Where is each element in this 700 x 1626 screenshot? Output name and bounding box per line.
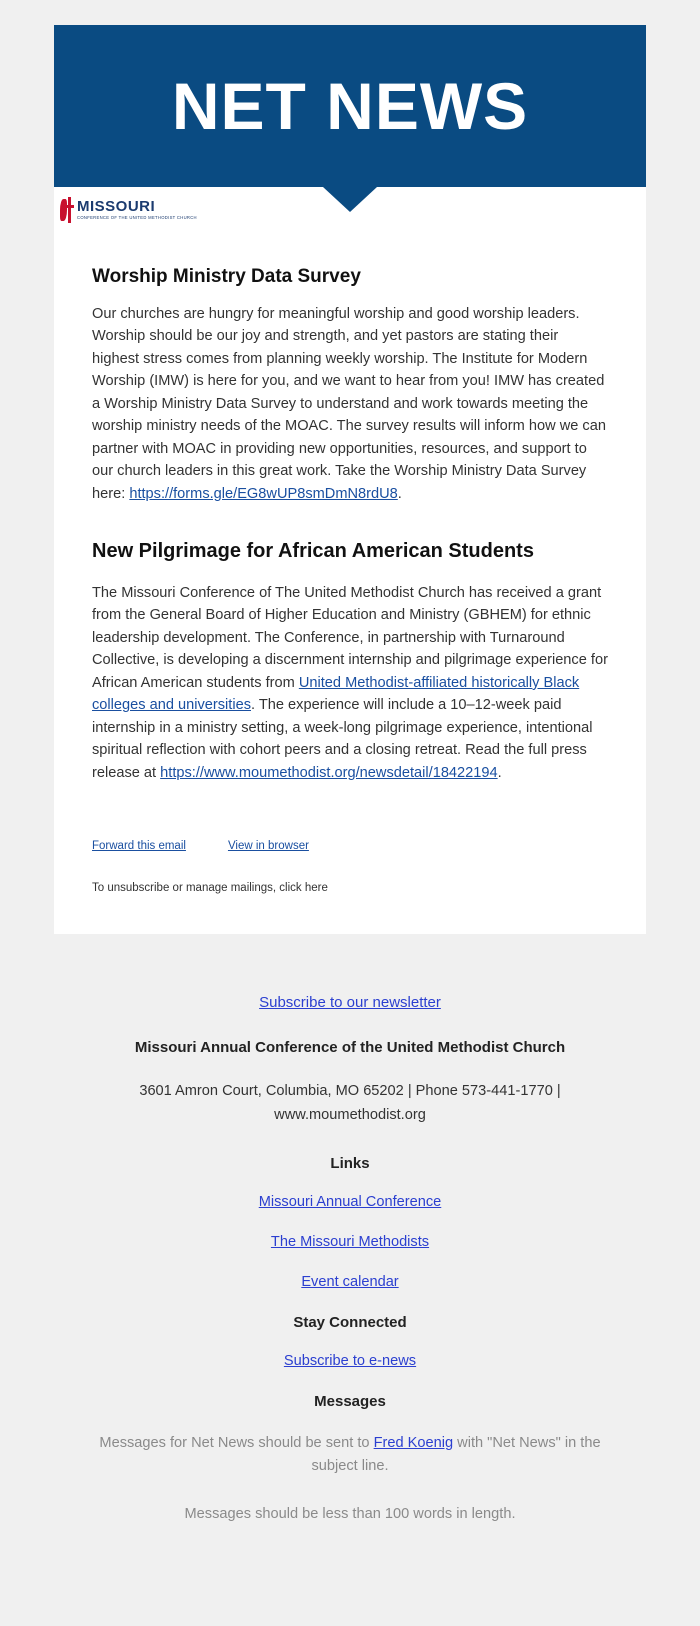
article-title-pilgrimage: New Pilgrimage for African American Students [92, 539, 534, 562]
view-in-browser-link[interactable]: View in browser [227, 840, 309, 853]
subscribe-enews-link[interactable]: Subscribe to e-news [283, 1352, 417, 1369]
cross-and-flame-icon [60, 197, 73, 223]
messages-length-note: Messages should be less than 100 words in length. [184, 1505, 516, 1522]
email-header-banner [54, 25, 646, 187]
link-missouri-annual-conference[interactable]: Missouri Annual Conference [258, 1193, 442, 1210]
email-content [54, 229, 646, 784]
messages-instructions [60, 1432, 640, 1479]
email-card [54, 25, 646, 934]
article-body-pilgrimage [92, 582, 608, 784]
messages-heading: Messages [314, 1392, 386, 1410]
hbcu-link[interactable]: United Methodist-affiliated historically Black colleges and universities [92, 674, 580, 714]
link-event-calendar[interactable]: Event calendar [301, 1273, 399, 1290]
worship-survey-link[interactable]: https://forms.gle/EG8wUP8smDmN8rdU8 [129, 485, 398, 502]
email-card-footer [54, 784, 646, 934]
subscribe-newsletter-link[interactable]: Subscribe to our newsletter [259, 994, 441, 1012]
newsletter-title: NET NEWS [171, 69, 529, 143]
article-body-worship-survey [92, 303, 608, 505]
footer-link-row-1 [60, 1234, 640, 1250]
messages-text-tail: with "Net News" in the subject line. [311, 1434, 601, 1475]
article-text-part3: . [497, 764, 502, 781]
stay-connected-row [60, 1353, 640, 1369]
missouri-conference-logo [60, 197, 197, 223]
page-footer [0, 934, 700, 1566]
stay-connected-heading: Stay Connected [293, 1313, 407, 1331]
fred-koenig-link[interactable]: Fred Koenig [373, 1434, 454, 1451]
article-text: Our churches are hungry for meaningful worship and good worship leaders. Worship should be our joy and strength, and yet pastors are stating their highest stress comes from planning weekly worship. The Institute for Modern Worship (IMW) is here for you, and we want to hear from you! IMW has created a Worship Ministry Data Survey to understand and work towards meeting the worship ministry needs of the MOAC. The survey results will inform how we can partner with MOAC in providing new opportunities, resources, and support to our church leaders in this great work. Take the Worship Ministry Data Survey here: [92, 305, 606, 502]
article-text-part2: . The experience will include a 10–12-week paid internship in a ministry setting, a week-long pilgrimage experience, intentional spiritual reflection with cohort peers and a closing retreat. Read the full press release at [92, 697, 593, 781]
organization-name: Missouri Annual Conference of the United Methodist Church [134, 1039, 566, 1057]
footer-link-row-0 [60, 1194, 640, 1210]
forward-this-email-link[interactable]: Forward this email [92, 840, 186, 853]
unsubscribe-text[interactable]: To unsubscribe or manage mailings, click here [92, 882, 328, 895]
links-heading: Links [330, 1154, 370, 1172]
article-text-tail: . [397, 485, 402, 502]
logo-name: MISSOURI [77, 198, 156, 216]
link-the-missouri-methodists[interactable]: The Missouri Methodists [270, 1233, 430, 1250]
email-page [0, 25, 700, 1566]
article-title-worship-survey: Worship Ministry Data Survey [92, 266, 361, 287]
footer-link-row-2 [60, 1274, 640, 1290]
article-text-part1: The Missouri Conference of The United Methodist Church has received a grant from the General Board of Higher Education and Ministry (GBHEM) for ethnic leadership development. The Conference, in partnership with Turnaround Collective, is developing a discernment internship and pilgrimage experience for African American students from [92, 584, 608, 691]
organization-address: 3601 Amron Court, Columbia, MO 65202 | Phone 573-441-1770 | www.moumethodist.org [139, 1083, 561, 1123]
banner-notch-decoration [323, 187, 377, 212]
subscribe-newsletter-row [60, 994, 640, 1011]
press-release-link[interactable]: https://www.moumethodist.org/newsdetail/18422194 [160, 764, 498, 781]
messages-text-lead: Messages for Net News should be sent to [99, 1434, 374, 1451]
card-footer-links [92, 840, 608, 852]
logo-subtitle: CONFERENCE OF THE UNITED METHODIST CHURCH [77, 215, 197, 221]
